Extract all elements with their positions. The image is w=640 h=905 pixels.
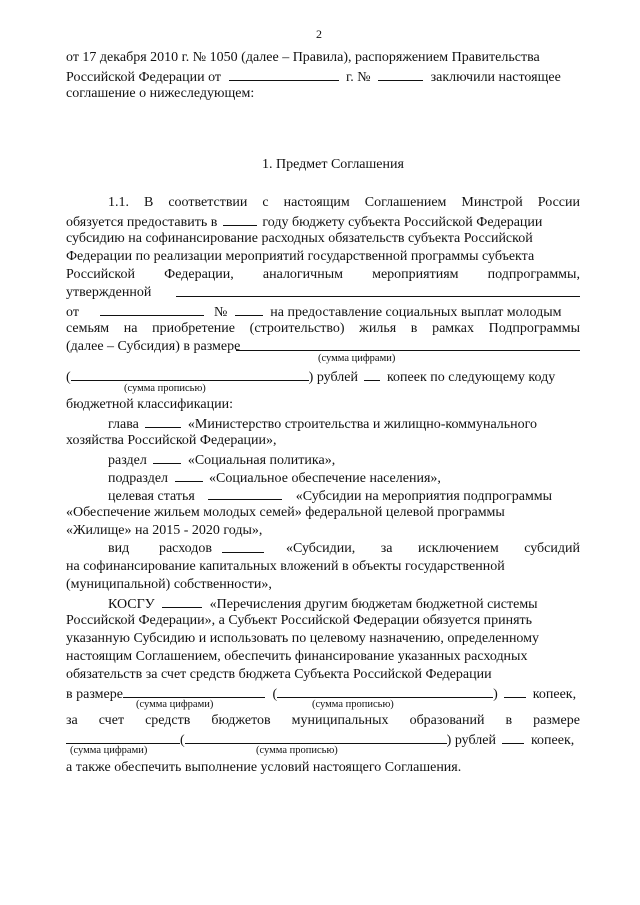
blank-region-amount-words bbox=[277, 685, 493, 698]
caption-amount-digits: (сумма цифрами) bbox=[318, 353, 396, 364]
p1-line-3: субсидию на софинансирование расходных обязательств субъекта Российской bbox=[66, 231, 533, 246]
blank-doc-number bbox=[235, 303, 263, 316]
p1-line-7: от № на предоставление социальных выплат молодым bbox=[66, 305, 562, 320]
p1-line-6: утвержденной bbox=[66, 285, 152, 300]
p1-line-5: Российской Федерации, аналогичным мероприятиям подпрограммы, bbox=[66, 267, 580, 282]
code-podrazdel: подраздел «Социальное обеспечение населения», bbox=[108, 471, 441, 486]
section-title: 1. Предмет Соглашения bbox=[262, 157, 404, 172]
blank-municipal-kopecks bbox=[502, 731, 524, 744]
caption-region-digits: (сумма цифрами) bbox=[136, 699, 214, 710]
code-glava-cont: хозяйства Российской Федерации», bbox=[66, 433, 277, 448]
blank-date bbox=[229, 68, 339, 81]
blank-year bbox=[223, 213, 257, 226]
code-statya-cont-2: «Жилище» на 2015 - 2020 годы», bbox=[66, 523, 263, 538]
caption-municipal-words: (сумма прописью) bbox=[256, 745, 338, 756]
code-kosgu: КОСГУ «Перечисления другим бюджетам бюджетной системы bbox=[108, 597, 538, 612]
blank-razdel bbox=[153, 451, 181, 464]
blank-amount-words bbox=[71, 368, 309, 381]
blank-amount-digits bbox=[236, 338, 580, 351]
code-vid-cont-1: на софинансирование капитальных вложений в объекты государственной bbox=[66, 559, 505, 574]
blank-kopecks bbox=[364, 368, 380, 381]
blank-from-date bbox=[100, 303, 204, 316]
final-line-1: в размере ( ) копеек, bbox=[66, 687, 577, 702]
caption-municipal-digits: (сумма цифрами) bbox=[70, 745, 148, 756]
blank-region-amount-digits bbox=[123, 685, 265, 698]
caption-amount-words: (сумма прописью) bbox=[124, 383, 206, 394]
code-vid-cont-2: (муниципальной) собственности», bbox=[66, 577, 272, 592]
code-vid: вид расходов bbox=[108, 541, 212, 556]
blank-municipal-amount-words bbox=[185, 731, 447, 744]
final-line-4: а также обеспечить выполнение условий настоящего Соглашения. bbox=[66, 760, 462, 775]
blank-podrazdel bbox=[175, 469, 203, 482]
blank-number bbox=[378, 68, 423, 81]
blank-approved-by bbox=[176, 284, 580, 297]
p1-line-11: бюджетной классификации: bbox=[66, 397, 233, 412]
p1-line-10: ( ) рублей копеек по следующему коду bbox=[66, 370, 556, 385]
blank-vid bbox=[222, 540, 264, 553]
code-glava: глава «Министерство строительства и жилищно-коммунального bbox=[108, 417, 538, 432]
blank-statya bbox=[208, 487, 282, 500]
intro-line-2: Российской Федерации от г. № заключили настоящее bbox=[66, 70, 561, 85]
code-kosgu-cont-4: обязательств за счет средств бюджета Субъекта Российской Федерации bbox=[66, 667, 492, 682]
p1-line-1: 1.1. В соответствии с настоящим Соглашением Минстрой России bbox=[108, 195, 580, 210]
intro-line-3: соглашение о нижеследующем: bbox=[66, 86, 255, 101]
code-statya-cont-1: «Обеспечение жильем молодых семей» федеральной целевой программы bbox=[66, 505, 505, 520]
code-statya: целевая статья «Субсидии на мероприятия подпрограммы bbox=[108, 489, 553, 504]
code-kosgu-cont-1: Российской Федерации», а Субъект Российской Федерации обязуется принять bbox=[66, 613, 533, 628]
blank-kosgu bbox=[162, 595, 202, 608]
p1-line-2: обязуется предоставить в году бюджету субъекта Российской Федерации bbox=[66, 215, 543, 230]
p1-line-9: (далее – Субсидия) в размере bbox=[66, 339, 241, 354]
blank-region-kopecks bbox=[504, 685, 526, 698]
intro-line-1: от 17 декабря 2010 г. № 1050 (далее – Правила), распоряжением Правительства bbox=[66, 50, 540, 65]
p1-line-4: Федерации по реализации мероприятий государственной программы субъекта bbox=[66, 249, 535, 264]
code-kosgu-cont-2: указанную Субсидию и использовать по целевому назначению, определенному bbox=[66, 631, 540, 646]
page-number: 2 bbox=[316, 27, 322, 41]
caption-region-words: (сумма прописью) bbox=[312, 699, 394, 710]
final-line-3: ( ) рублей копеек, bbox=[66, 731, 574, 749]
code-razdel: раздел «Социальная политика», bbox=[108, 453, 336, 468]
final-line-2: за счет средств бюджетов муниципальных образований в размере bbox=[66, 713, 580, 728]
blank-glava bbox=[145, 415, 181, 428]
code-kosgu-cont-3: настоящим Соглашением, обеспечить финансирование указанных расходных bbox=[66, 649, 528, 664]
p1-line-8: семьям на приобретение (строительство) жилья в рамках Подпрограммы bbox=[66, 321, 580, 336]
code-vid-desc: «Субсидии, за исключением субсидий bbox=[286, 541, 580, 556]
blank-municipal-amount-digits bbox=[66, 731, 180, 744]
